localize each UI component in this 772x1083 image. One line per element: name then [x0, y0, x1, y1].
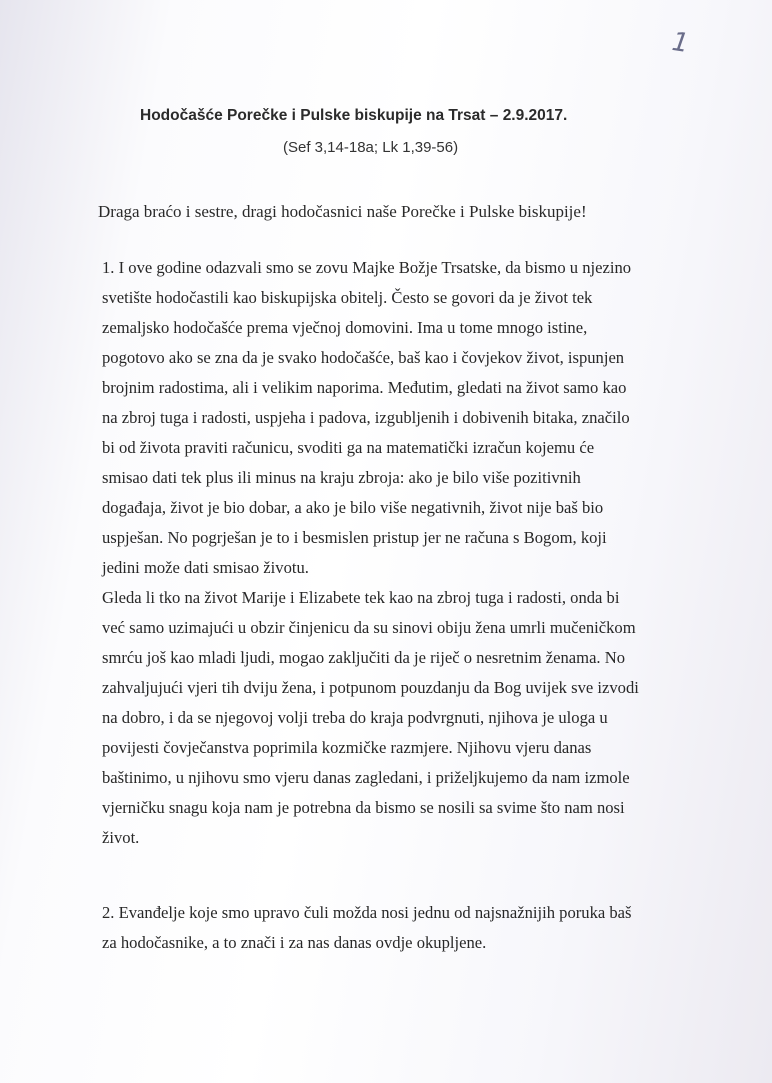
text-line: za hodočasnike, a to znači i za nas danas ovdje okupljene.: [102, 933, 487, 952]
text-line: pogotovo ako se zna da je svako hodočašće, baš kao i čovjekov život, ispunjen: [102, 348, 625, 367]
text-line: brojnim radostima, ali i velikim naporima. Međutim, gledati na život samo kao: [102, 378, 627, 397]
text-line: bi od života praviti računicu, svoditi ga na matematički izračun kojemu će: [102, 438, 595, 457]
paragraph-1: [102, 253, 639, 853]
text-line: baštinimo, u njihovu smo vjeru danas zagledani, i priželjkujemo da nam izmole: [102, 768, 630, 787]
text-line: smrću još kao mladi ljudi, mogao zaključiti da je riječ o nesretnim ženama. No: [102, 648, 626, 667]
paragraph-2: [102, 898, 632, 958]
text-line: život.: [102, 828, 140, 847]
text-line: uspješan. No pogrješan je to i besmislen pristup jer ne računa s Bogom, koji: [102, 528, 607, 547]
text-line: na zbroj tuga i radosti, uspjeha i padova, izgubljenih i dobivenih bitaka, značilo: [102, 408, 630, 427]
text-line: zahvaljujući vjeri tih dviju žena, i potpunom pouzdanju da Bog uvijek sve izvodi: [102, 678, 639, 697]
text-line: jedini može dati smisao životu.: [102, 558, 309, 577]
text-line: smisao dati tek plus ili minus na kraju zbroja: ako je bilo više pozitivnih: [102, 468, 581, 487]
page-number: 1: [669, 26, 691, 60]
text-line: zemaljsko hodočašće prema vječnoj domovini. Ima u tome mnogo istine,: [102, 318, 588, 337]
scripture-reference: (Sef 3,14-18a; Lk 1,39-56): [283, 139, 459, 156]
text-line: događaja, život je bio dobar, a ako je bilo više negativnih, život nije baš bio: [102, 498, 604, 517]
text-line: na dobro, i da se njegovoj volji treba do kraja podvrgnuti, njihova je uloga u: [102, 708, 608, 727]
text-line: Gleda li tko na život Marije i Elizabete tek kao na zbroj tuga i radosti, onda bi: [102, 588, 620, 607]
text-line: povijesti čovječanstva poprimila kozmičke razmjere. Njihovu vjeru danas: [102, 738, 592, 757]
document-title: Hodočašće Porečke i Pulske biskupije na Trsat – 2.9.2017.: [140, 107, 568, 124]
text-line: vjerničku snagu koja nam je potrebna da bismo se nosili sa svime što nam nosi: [102, 798, 625, 817]
text-line: već samo uzimajući u obzir činjenicu da su sinovi obiju žena umrli mučeničkom: [102, 618, 636, 637]
text-line: 2. Evanđelje koje smo upravo čuli možda nosi jednu od najsnažnijih poruka baš: [102, 903, 632, 922]
greeting: Draga braćo i sestre, dragi hodočasnici naše Porečke i Pulske biskupije!: [98, 202, 587, 221]
text-line: 1. I ove godine odazvali smo se zovu Majke Božje Trsatske, da bismo u njezino: [102, 258, 632, 277]
text-line: svetište hodočastili kao biskupijska obitelj. Često se govori da je život tek: [102, 288, 593, 307]
